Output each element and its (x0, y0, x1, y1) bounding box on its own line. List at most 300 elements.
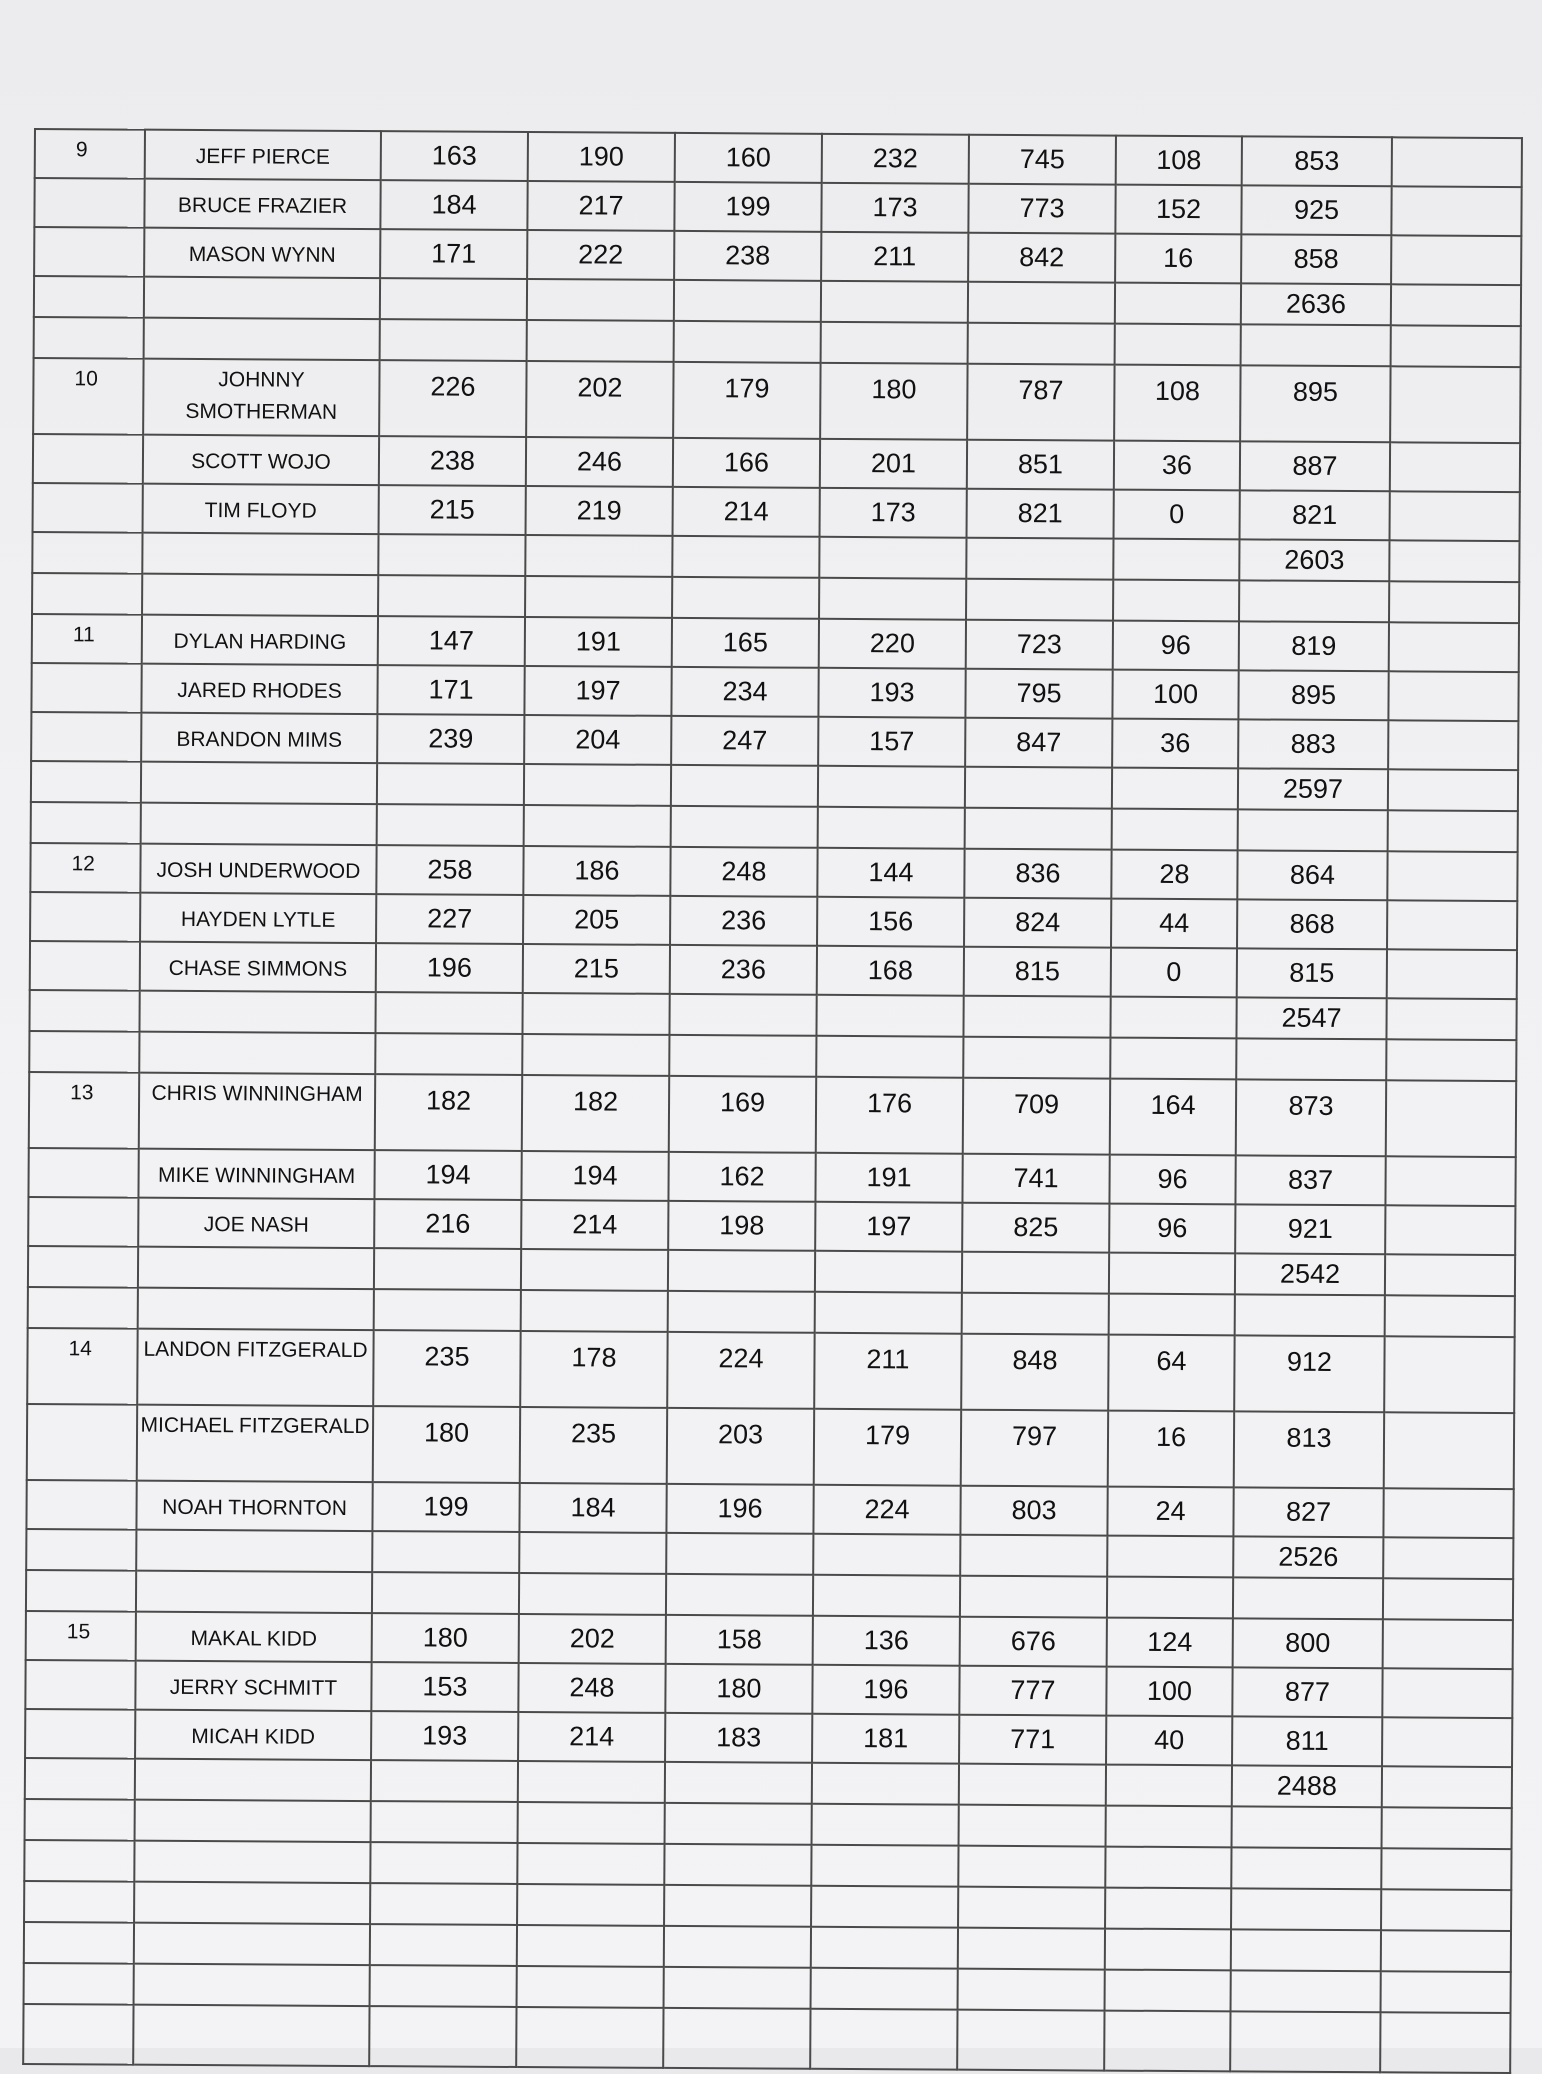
scratch-total: 815 (964, 947, 1111, 997)
bowler-row (27, 1404, 1514, 1489)
empty-cell (522, 993, 669, 1035)
empty-cell (31, 712, 141, 762)
empty-cell (1109, 1253, 1235, 1295)
empty-cell (29, 990, 139, 1032)
game-score: 234 (671, 667, 818, 717)
game-score: 238 (379, 436, 526, 486)
game-score: 171 (380, 229, 527, 279)
bowler-row (33, 483, 1520, 541)
empty-cell (519, 1573, 666, 1615)
empty-cell (1391, 284, 1521, 326)
empty-cell (1389, 540, 1519, 582)
empty-cell (138, 1288, 374, 1330)
empty-cell (370, 1883, 517, 1925)
empty-cell (665, 1762, 812, 1804)
empty-cell (812, 1763, 959, 1805)
bowler-name: BRANDON MIMS (141, 713, 377, 763)
handicap-total: 813 (1234, 1411, 1384, 1488)
game-score: 224 (813, 1485, 960, 1535)
game-score: 202 (526, 361, 673, 438)
empty-cell (665, 1803, 812, 1845)
game-score: 199 (674, 182, 821, 232)
game-score: 196 (666, 1484, 813, 1534)
empty-cell (674, 321, 821, 363)
game-score: 186 (523, 846, 670, 896)
empty-cell (1392, 137, 1522, 187)
empty-cell (1380, 2012, 1510, 2073)
team-total: 2603 (1239, 539, 1389, 581)
empty-cell (32, 532, 142, 574)
flight-number: 12 (30, 843, 140, 893)
handicap-total: 925 (1241, 185, 1391, 235)
empty-cell (374, 1248, 521, 1290)
scratch-total: 848 (961, 1334, 1108, 1411)
empty-cell (1386, 1039, 1516, 1081)
handicap: 36 (1112, 719, 1238, 769)
empty-cell (811, 1845, 958, 1887)
empty-cell (815, 1292, 962, 1334)
game-score: 180 (820, 363, 967, 440)
game-score: 236 (670, 896, 817, 946)
empty-cell (516, 2007, 663, 2068)
game-score: 190 (528, 132, 675, 182)
handicap: 108 (1114, 365, 1240, 442)
empty-cell (966, 538, 1113, 580)
empty-cell (29, 1031, 139, 1073)
game-score: 216 (374, 1199, 521, 1249)
empty-cell (1385, 1205, 1515, 1255)
handicap-total: 827 (1233, 1487, 1383, 1537)
empty-cell (24, 1922, 134, 1964)
handicap-total: 877 (1232, 1667, 1382, 1717)
empty-cell (1115, 283, 1241, 325)
empty-cell (525, 535, 672, 577)
game-score: 236 (670, 945, 817, 995)
game-score: 215 (379, 485, 526, 535)
empty-cell (1387, 949, 1517, 999)
empty-cell (671, 765, 818, 807)
scratch-total: 773 (968, 184, 1115, 234)
game-score: 204 (524, 715, 671, 765)
empty-cell (811, 1927, 958, 1969)
game-score: 191 (815, 1153, 962, 1203)
handicap-total: 819 (1239, 621, 1389, 671)
empty-cell (810, 2009, 957, 2070)
empty-cell (33, 483, 143, 533)
empty-cell (1383, 1537, 1513, 1579)
empty-cell (34, 178, 144, 228)
blank-row (23, 2004, 1510, 2073)
scratch-total: 825 (962, 1203, 1109, 1253)
bowler-row (33, 434, 1520, 492)
game-score: 215 (523, 944, 670, 994)
empty-cell (33, 434, 143, 484)
team-total: 2636 (1241, 283, 1391, 325)
empty-cell (371, 1801, 518, 1843)
scratch-total: 777 (959, 1666, 1106, 1716)
empty-cell (1383, 1578, 1513, 1620)
empty-cell (524, 764, 671, 806)
empty-cell (25, 1660, 135, 1710)
handicap-total: 800 (1233, 1618, 1383, 1668)
game-score: 162 (668, 1152, 815, 1202)
empty-cell (963, 996, 1110, 1038)
scratch-total: 824 (964, 898, 1111, 948)
game-score: 224 (667, 1332, 814, 1409)
handicap: 16 (1108, 1411, 1234, 1488)
empty-cell (672, 536, 819, 578)
game-score: 211 (821, 232, 968, 282)
game-score: 184 (380, 180, 527, 230)
game-score: 179 (814, 1409, 961, 1486)
empty-cell (664, 1926, 811, 1968)
empty-cell (958, 1887, 1105, 1929)
empty-cell (144, 318, 380, 360)
flight-number: 11 (32, 614, 142, 664)
empty-cell (1107, 1577, 1233, 1619)
handicap: 108 (1116, 136, 1242, 186)
empty-cell (519, 1532, 666, 1574)
empty-cell (1113, 539, 1239, 581)
empty-cell (142, 574, 378, 616)
empty-cell (380, 278, 527, 320)
bowler-name: JOSH UNDERWOOD (140, 844, 376, 894)
game-score: 182 (375, 1074, 522, 1151)
game-score: 235 (373, 1330, 520, 1407)
game-score: 180 (373, 1406, 520, 1483)
empty-cell (1236, 1038, 1386, 1080)
empty-cell (517, 1884, 664, 1926)
game-score: 258 (376, 845, 523, 895)
empty-cell (968, 282, 1115, 324)
empty-cell (522, 1034, 669, 1076)
handicap: 44 (1111, 899, 1237, 949)
handicap-total: 912 (1234, 1335, 1384, 1412)
empty-cell (1389, 622, 1519, 672)
game-score: 193 (818, 668, 965, 718)
handicap: 100 (1112, 670, 1238, 720)
empty-cell (518, 1802, 665, 1844)
bowler-name: MAKAL KIDD (136, 1612, 372, 1662)
empty-cell (372, 1531, 519, 1573)
empty-cell (1106, 1765, 1232, 1807)
empty-cell (518, 1761, 665, 1803)
game-score: 248 (518, 1663, 665, 1713)
game-score: 184 (519, 1483, 666, 1533)
empty-cell (671, 806, 818, 848)
empty-cell (527, 279, 674, 321)
game-score: 232 (822, 134, 969, 184)
bowler-name: BRUCE FRAZIER (144, 179, 380, 229)
empty-cell (669, 1035, 816, 1077)
empty-cell (1112, 768, 1238, 810)
empty-cell (517, 1966, 664, 2008)
handicap-total: 811 (1232, 1716, 1382, 1766)
bowler-name: NOAH THORNTON (136, 1481, 372, 1531)
empty-cell (1233, 1577, 1383, 1619)
empty-cell (1241, 324, 1391, 366)
handicap: 28 (1111, 850, 1237, 900)
empty-cell (1386, 1080, 1516, 1157)
empty-cell (30, 941, 140, 991)
empty-cell (1383, 1488, 1513, 1538)
empty-cell (370, 1924, 517, 1966)
empty-cell (141, 803, 377, 845)
empty-cell (28, 1287, 138, 1329)
handicap: 124 (1107, 1618, 1233, 1668)
game-score: 180 (372, 1613, 519, 1663)
empty-cell (375, 1033, 522, 1075)
empty-cell (24, 1963, 134, 2005)
empty-cell (31, 761, 141, 803)
game-score: 178 (520, 1331, 667, 1408)
game-score: 179 (673, 362, 820, 439)
empty-cell (1105, 1888, 1231, 1930)
empty-cell (816, 1036, 963, 1078)
empty-cell (517, 1925, 664, 1967)
empty-cell (1391, 235, 1521, 285)
game-score: 196 (812, 1665, 959, 1715)
flight-number: 13 (29, 1072, 139, 1149)
empty-cell (672, 577, 819, 619)
empty-cell (959, 1805, 1106, 1847)
game-score: 247 (671, 716, 818, 766)
game-score: 147 (378, 616, 525, 666)
bowler-name: CHRIS WINNINGHAM (139, 1073, 375, 1150)
bowler-name: MASON WYNN (144, 228, 380, 278)
game-score: 239 (377, 714, 524, 764)
handicap-total: 864 (1237, 850, 1387, 900)
empty-cell (25, 1799, 135, 1841)
empty-cell (26, 1529, 136, 1571)
scratch-total: 795 (965, 669, 1112, 719)
flight-number: 14 (27, 1328, 137, 1405)
empty-cell (378, 575, 525, 617)
empty-cell (1113, 580, 1239, 622)
bowler-row (27, 1328, 1514, 1413)
game-score: 219 (526, 486, 673, 536)
empty-cell (34, 276, 144, 318)
empty-cell (1105, 1970, 1231, 2012)
game-score: 196 (376, 943, 523, 993)
empty-cell (1115, 324, 1241, 366)
empty-cell (138, 1247, 374, 1289)
game-score: 248 (670, 847, 817, 897)
scratch-total: 676 (960, 1617, 1107, 1667)
empty-cell (25, 1709, 135, 1759)
empty-cell (141, 762, 377, 804)
handicap-total: 858 (1241, 234, 1391, 284)
bowler-name: MIKE WINNINGHAM (138, 1149, 374, 1199)
flight-number: 9 (35, 129, 145, 179)
team-total: 2488 (1232, 1765, 1382, 1807)
game-score: 153 (371, 1662, 518, 1712)
game-score: 227 (376, 894, 523, 944)
game-score: 176 (816, 1077, 963, 1154)
empty-cell (144, 277, 380, 319)
game-score: 168 (817, 946, 964, 996)
empty-cell (370, 1965, 517, 2007)
game-score: 235 (520, 1407, 667, 1484)
empty-cell (960, 1576, 1107, 1618)
bowler-name: CHASE SIMMONS (140, 942, 376, 992)
empty-cell (134, 1923, 370, 1965)
game-score: 205 (523, 895, 670, 945)
score-table (22, 128, 1523, 2074)
empty-cell (1112, 809, 1238, 851)
game-score: 194 (521, 1151, 668, 1201)
handicap-total: 883 (1238, 719, 1388, 769)
bowler-row (34, 227, 1521, 285)
empty-cell (811, 1968, 958, 2010)
empty-cell (517, 1843, 664, 1885)
empty-cell (23, 2004, 133, 2065)
bowler-row (33, 358, 1520, 443)
game-score: 157 (818, 717, 965, 767)
handicap: 40 (1106, 1716, 1232, 1766)
empty-cell (1381, 1930, 1511, 1972)
empty-cell (674, 280, 821, 322)
empty-cell (1231, 1929, 1381, 1971)
empty-cell (1382, 1766, 1512, 1808)
game-score: 203 (667, 1408, 814, 1485)
empty-cell (813, 1534, 960, 1576)
empty-cell (134, 1841, 370, 1883)
empty-cell (812, 1804, 959, 1846)
empty-cell (958, 1846, 1105, 1888)
empty-cell (968, 323, 1115, 365)
empty-cell (813, 1575, 960, 1617)
empty-cell (666, 1574, 813, 1616)
empty-cell (27, 1404, 137, 1481)
empty-cell (1105, 1847, 1231, 1889)
bowler-row (28, 1148, 1515, 1206)
empty-cell (811, 1886, 958, 1928)
game-score: 166 (673, 438, 820, 488)
empty-cell (375, 992, 522, 1034)
handicap-total: 887 (1240, 441, 1390, 491)
empty-cell (32, 573, 142, 615)
empty-cell (1110, 997, 1236, 1039)
scratch-total: 851 (967, 440, 1114, 490)
game-score: 171 (377, 665, 524, 715)
empty-cell (959, 1764, 1106, 1806)
empty-cell (26, 1480, 136, 1530)
scratch-total: 842 (968, 233, 1115, 283)
game-score: 201 (820, 439, 967, 489)
game-score: 226 (379, 360, 526, 437)
empty-cell (31, 663, 141, 713)
empty-cell (958, 1928, 1105, 1970)
empty-cell (377, 763, 524, 805)
empty-cell (1381, 1971, 1511, 2013)
empty-cell (1390, 366, 1520, 443)
handicap-total: 895 (1240, 365, 1390, 442)
game-score: 246 (526, 437, 673, 487)
empty-cell (380, 319, 527, 361)
empty-cell (370, 1842, 517, 1884)
empty-cell (663, 2008, 810, 2069)
handicap-total: 895 (1238, 670, 1388, 720)
bowler-name: JEFF PIERCE (145, 130, 381, 180)
game-score: 173 (820, 488, 967, 538)
empty-cell (30, 892, 140, 942)
empty-cell (1391, 325, 1521, 367)
empty-cell (1384, 1412, 1514, 1489)
empty-cell (374, 1289, 521, 1331)
empty-cell (1231, 1970, 1381, 2012)
empty-cell (136, 1530, 372, 1572)
empty-cell (1390, 442, 1520, 492)
game-score: 214 (518, 1712, 665, 1762)
team-total: 2597 (1238, 768, 1388, 810)
scratch-total: 771 (959, 1715, 1106, 1765)
scratch-total: 836 (964, 849, 1111, 899)
empty-cell (1239, 580, 1389, 622)
team-total: 2547 (1236, 997, 1386, 1039)
game-score: 238 (674, 231, 821, 281)
game-score: 183 (665, 1713, 812, 1763)
game-score: 194 (374, 1150, 521, 1200)
game-score: 198 (668, 1201, 815, 1251)
game-score: 160 (675, 133, 822, 183)
handicap: 0 (1114, 490, 1240, 540)
empty-cell (31, 802, 141, 844)
handicap: 164 (1110, 1079, 1236, 1156)
bowler-row (28, 1197, 1515, 1255)
game-score: 136 (813, 1616, 960, 1666)
empty-cell (962, 1293, 1109, 1335)
empty-cell (1238, 809, 1388, 851)
bowler-name: JOE NASH (138, 1198, 374, 1248)
empty-cell (1383, 1619, 1513, 1669)
empty-cell (1382, 1807, 1512, 1849)
empty-cell (815, 1251, 962, 1293)
handicap-total: 921 (1235, 1204, 1385, 1254)
table-body (23, 129, 1522, 2073)
handicap: 100 (1106, 1667, 1232, 1717)
game-score: 191 (525, 617, 672, 667)
handicap: 36 (1114, 441, 1240, 491)
empty-cell (1232, 1806, 1382, 1848)
empty-cell (24, 1881, 134, 1923)
scratch-total: 745 (969, 135, 1116, 185)
empty-cell (1387, 851, 1517, 901)
empty-cell (524, 805, 671, 847)
empty-cell (1381, 1848, 1511, 1890)
game-score: 173 (821, 183, 968, 233)
bowler-name: JARED RHODES (141, 664, 377, 714)
game-score: 220 (819, 619, 966, 669)
empty-cell (962, 1252, 1109, 1294)
empty-cell (1231, 1847, 1381, 1889)
empty-cell (819, 578, 966, 620)
game-score: 214 (521, 1200, 668, 1250)
scratch-total: 709 (963, 1078, 1110, 1155)
handicap: 64 (1108, 1335, 1234, 1412)
empty-cell (1388, 769, 1518, 811)
empty-cell (1385, 1295, 1515, 1337)
bowler-name: LANDON FITZGERALD (137, 1329, 373, 1406)
empty-cell (1384, 1336, 1514, 1413)
flight-number: 10 (33, 358, 143, 435)
empty-cell (1382, 1668, 1512, 1718)
handicap: 24 (1107, 1487, 1233, 1537)
empty-cell (965, 808, 1112, 850)
empty-cell (377, 804, 524, 846)
empty-cell (24, 1840, 134, 1882)
scratch-total: 741 (962, 1154, 1109, 1204)
